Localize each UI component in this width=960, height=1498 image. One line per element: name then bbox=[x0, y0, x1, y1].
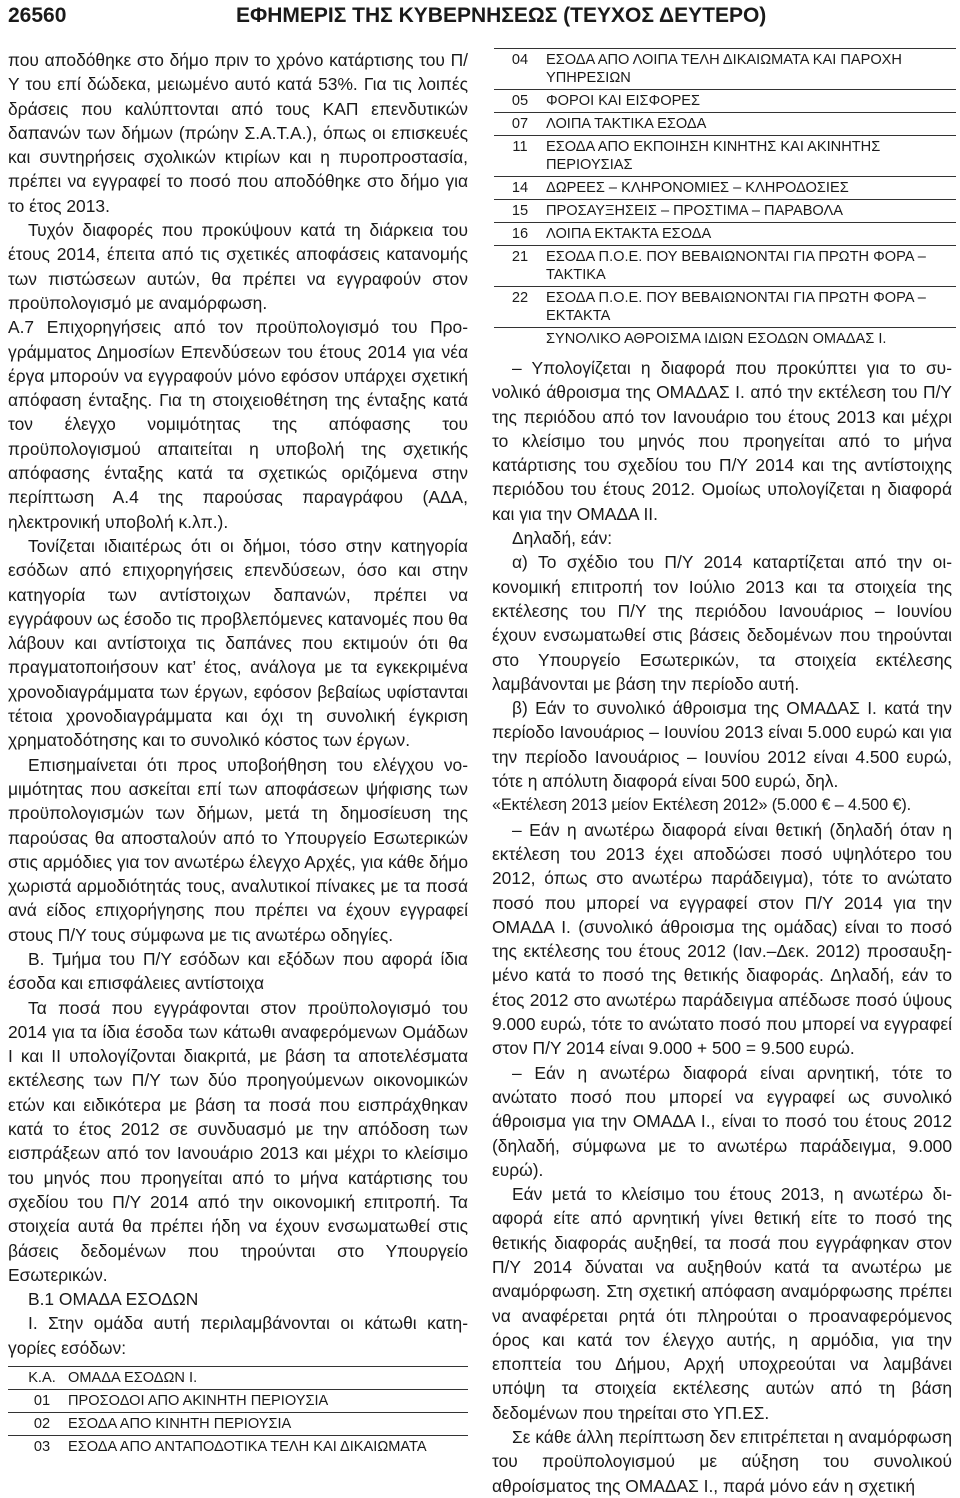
paragraph: β) Εάν το συνολικό άθροισμα της ΟΜΑΔΑΣ Ι. κατά την περίοδο Ιανουάριος – Ιουνίου 2013 είναι 5.000 ευρώ και για την περίοδο Ιανουάριος – Ιουνίου 2012 είναι 4.500 ευρώ, τότε η απόλυτη διαφορά είναι 500 ευρώ, δηλ. bbox=[492, 698, 952, 792]
row-label: ΛΟΙΠΑ ΕΚΤΑΚΤΑ ΕΣΟΔΑ bbox=[546, 223, 956, 246]
table-row bbox=[494, 223, 956, 246]
row-label: ΠΡΟΣΟΔΟΙ ΑΠΟ ΑΚΙΝΗΤΗ ΠΕΡΙΟΥΣΙΑ bbox=[68, 1390, 468, 1413]
paragraph: Εάν μετά το κλείσιμο του έτους 2013, η ανωτέρω διαφορά είτε από αρνητική γίνει θετική είτε το ποσό της θετικής διαφοράς αυξηθεί, τα ποσά που εγγράφηκαν στον Π/Υ 2014 δύναται να αυξηθούν κατά τα ανωτέρω με αναμόρφωση. Στη σχετική απόφαση αναμόρφωσης πρέπει να αναφέρεται ρητά ότι πληρούται ο προαναφερόμενος όρος και κατά τον έλεγχο αυτής, η αρμόδια, για την εποπτεία του Δήμου, Αρχή υποχρεούται να λαμβάνει υπόψη τα στοιχεία εκτέλεσης αυτών από τη βάση δεδομένων που τηρείται στο ΥΠ.ΕΣ. bbox=[492, 1184, 952, 1423]
row-label: ΛΟΙΠΑ ΤΑΚΤΙΚΑ ΕΣΟΔΑ bbox=[546, 113, 956, 136]
paragraph: – Υπολογίζεται η διαφορά που προκύπτει για το συνολικό άθροισμα της ΟΜΑΔΑΣ Ι. από την εκτέλεση του Π/Υ της περιόδου από τον Ιανουάριο του έτους 2013 και μέχρι το κλείσιμο του μηνός που προηγείται από το μήνα κατάρτισης του σχεδίου του Π/Υ 2014 και της αντίστοιχης περιόδου του έτους 2012. Ομοίως υπολογίζεται η διαφορά και για την ΟΜΑΔΑ ΙΙ. bbox=[492, 358, 952, 524]
row-code: 07 bbox=[494, 113, 546, 136]
row-label: ΕΣΟΔΑ ΑΠΟ ΕΚΠΟΙΗΣΗ ΚΙΝΗΤΗΣ ΚΑΙ ΑΚΙΝΗΤΗΣ ΠΕΡΙΟΥΣΙΑΣ bbox=[546, 136, 956, 177]
row-label: ΦΟΡΟΙ ΚΑΙ ΕΙΣΦΟΡΕΣ bbox=[546, 90, 956, 113]
row-label: ΔΩΡΕΕΣ – ΚΛΗΡΟΝΟΜΙΕΣ – ΚΛΗΡΟΔΟΣΙΕΣ bbox=[546, 177, 956, 200]
row-label: ΕΣΟΔΑ Π.Ο.Ε. ΠΟΥ ΒΕΒΑΙΩΝΟΝΤΑΙ ΓΙΑ ΠΡΩΤΗ ΦΟΡΑ – ΕΚΤΑΚΤΑ bbox=[546, 287, 956, 328]
page-header bbox=[0, 0, 960, 32]
row-label: ΕΣΟΔΑ ΑΠΟ ΛΟΙΠΑ ΤΕΛΗ ΔΙΚΑΙΩΜΑΤΑ ΚΑΙ ΠΑΡΟΧΗ ΥΠΗΡΕΣΙΩΝ bbox=[546, 49, 956, 90]
section-heading-b: Β. Τμήμα του Π/Υ εσόδων και εξόδων που αφορά ίδια έσοδα και επισφάλειες αντίστοιχα bbox=[8, 948, 468, 994]
table-row bbox=[494, 177, 956, 200]
gazette-title: ΕΦΗΜΕΡΙΣ ΤΗΣ ΚΥΒΕΡΝΗΣΕΩΣ (ΤΕΥΧΟΣ ΔΕΥΤΕΡΟ) bbox=[236, 4, 767, 27]
table-row bbox=[494, 287, 956, 328]
paragraph: «Εκτέλεση 2013 μείον Εκτέλεση 2012» (5.000 € – 4.500 €). bbox=[492, 796, 912, 815]
paragraph: Δηλαδή, εάν: bbox=[512, 528, 613, 549]
table-row bbox=[494, 200, 956, 223]
row-code: 21 bbox=[494, 246, 546, 287]
table-row bbox=[494, 90, 956, 113]
table-header-row bbox=[8, 1367, 468, 1390]
table-row bbox=[494, 136, 956, 177]
paragraph: α) Το σχέδιο του Π/Υ 2014 καταρτίζεται από την οικονομική επιτροπή τον Ιούλιο 2013 και τα στοιχεία της εκτέλεσης του Π/Υ της περιόδου Ιανουάριος – Ιουνίου έχουν ενσωματωθεί στις βάσεις δεδομένων που τηρούνται στο Υπουργείο Εσωτερικών, τα στοιχεία εκτέλεσης λαμβάνονται με βάση την περίοδο αυτή. bbox=[492, 552, 952, 694]
row-code: 14 bbox=[494, 177, 546, 200]
row-label: ΕΣΟΔΑ ΑΠΟ ΑΝΤΑΠΟΔΟΤΙΚΑ ΤΕΛΗ ΚΑΙ ΔΙΚΑΙΩΜΑΤΑ bbox=[68, 1436, 468, 1459]
paragraph: που αποδόθηκε στο δήμο πριν το χρόνο κατάρτισης του Π/Υ του επί δώδεκα, μειωμένο αυτό κατά 53%. Για τις λοιπές δράσεις που καλύπτονται από τους ΚΑΠ επενδυτικών δαπανών των δήμων (πρώην Σ.Α.Τ.Α.), όπως οι επισκευές και συντηρήσεις σχολικών κτιρίων και η πυροπροστασία, πρέπει να εγγραφεί το ποσό που αποδόθηκε στο δήμο για το έτος 2013. bbox=[8, 50, 468, 216]
row-code: 01 bbox=[8, 1390, 68, 1413]
table-total-row bbox=[494, 328, 956, 351]
table-row bbox=[494, 113, 956, 136]
row-code: 22 bbox=[494, 287, 546, 328]
table-row bbox=[494, 49, 956, 90]
row-label: ΕΣΟΔΑ Π.Ο.Ε. ΠΟΥ ΒΕΒΑΙΩΝΟΝΤΑΙ ΓΙΑ ΠΡΩΤΗ ΦΟΡΑ – ΤΑΚΤΙΚΑ bbox=[546, 246, 956, 287]
table-row bbox=[8, 1390, 468, 1413]
table-header-code: Κ.Α. bbox=[8, 1367, 68, 1390]
paragraph: Τυχόν διαφορές που προκύψουν κατά τη διάρκεια του έτους 2014, έπειτα από τις σχετικές αποφάσεις κατανομής των πιστώσεων αυτών, θα πρέπει να εγγραφούν στον προϋπολογισμό με αναμόρφωση. bbox=[8, 220, 468, 313]
row-code: 03 bbox=[8, 1436, 68, 1459]
table-row bbox=[494, 246, 956, 287]
paragraph: Α.7 Επιχορηγήσεις από τον προϋπολογισμό του Προγράμματος Δημοσίων Επενδύσεων του έτους 2014 για νέα έργα μπορούν να εγγραφούν μόνο εφόσον υπάρχει σχετική απόφαση ένταξης. Για τη στοιχειοθέτηση της ένταξης κατά τον έλεγχο νομιμότητας της απόφασης του προϋπολογισμού απαιτείται η υποβολή της σχετικής απόφασης ένταξης κατά τα σχετικώς οριζόμενα στην περίπτωση Α.4 της παρούσας παραγράφου (ΑΔΑ, ηλεκτρονική υποβολή κ.λπ.). bbox=[8, 317, 468, 532]
table-row bbox=[8, 1413, 468, 1436]
revenue-group-table-part1 bbox=[8, 1366, 468, 1458]
row-code: 16 bbox=[494, 223, 546, 246]
row-label: ΠΡΟΣΑΥΞΗΣΕΙΣ – ΠΡΟΣΤΙΜΑ – ΠΑΡΑΒΟΛΑ bbox=[546, 200, 956, 223]
row-code: 04 bbox=[494, 49, 546, 90]
left-column bbox=[8, 48, 468, 1458]
paragraph: Επισημαίνεται ότι προς υποβοήθηση του ελέγχου νομιμότητας που ασκείται επί των αποφάσεων ψήφισης των προϋπολογισμών των δήμων, μετά τη δημοσίευση της παρούσας θα αποσταλούν από το Υπουργείο Εσωτερικών στις αρμόδιες για τον ανωτέρω έλεγχο Αρχές, για κάθε δήμο χωριστά αρμοδιότητάς τους, αναλυτικοί πίνακες με τα ποσά ανά είδος επιχορήγησης που πρέπει να έχουν εγγραφεί στους Π/Υ τους σύμφωνα με τις ανωτέρω οδηγίες. bbox=[8, 754, 468, 945]
table-header-label: ΟΜΑΔΑ ΕΣΟΔΩΝ Ι. bbox=[68, 1367, 468, 1390]
row-label: ΕΣΟΔΑ ΑΠΟ ΚΙΝΗΤΗ ΠΕΡΙΟΥΣΙΑ bbox=[68, 1413, 468, 1436]
paragraph: Σε κάθε άλλη περίπτωση δεν επιτρέπεται η αναμόρφωση του προϋπολογισμού με αύξηση του συνολικού αθροίσματος της ΟΜΑΔΑΣ Ι., παρά μόνο εάν η σχετική bbox=[492, 1427, 952, 1496]
paragraph: – Εάν η ανωτέρω διαφορά είναι θετική (δηλαδή όταν η εκτέλεση του 2013 έχει αποδώσει ποσό υψηλότερο του 2012, όπως στο ανωτέρω παράδειγμα), τότε το ανώτατο ποσό που μπορεί να εγγραφεί στον Π/Υ 2014 για την ΟΜΑΔΑ Ι. (συνολικό άθροισμα της ομάδας) είναι το ποσό της εκτέλεσης του έτους 2012 (Ιαν.–Δεκ. 2012) προσαυξημένο κατά το ποσό της θετικής διαφοράς. Δηλαδή, εάν το έτος 2012 στο ανωτέρω παράδειγμα απέδωσε ποσό ύψους 9.000 ευρώ, τότε το ανώτατο ποσό που μπορεί να εγγραφεί στον Π/Υ 2014 είναι 9.000 + 500 = 9.500 ευρώ. bbox=[492, 819, 952, 1059]
row-code: 15 bbox=[494, 200, 546, 223]
right-column bbox=[492, 356, 952, 1498]
row-code: 05 bbox=[494, 90, 546, 113]
table-row bbox=[8, 1436, 468, 1459]
paragraph: Τα ποσά που εγγράφονται στον προϋπολογισμό του 2014 για τα ίδια έσοδα των κάτωθι αναφερόμενων Ομάδων Ι και ΙΙ υπολογίζονται διακριτά, με βάση τα αποτελέσματα εκτέλεσης των Π/Υ των δύο προηγούμενων οικονομικών ετών και ειδικότερα με βάση τα ποσά που εισπράχθηκαν κατά το έτος 2012 σε συνδυασμό με την απόδοση των εισπράξεων από τον Ιανουάριο 2013 και μέχρι το κλείσιμο του μηνός που προηγείται από το μήνα κατάρτισης του σχεδίου του Π/Υ 2014 από την οικονομική επιτροπή. Τα στοιχεία αυτά θα πρέπει ήδη να έχουν ενσωματωθεί στις βάσεις δεδομένων που τηρούνται στο Υπουργείο Εσωτερικών. bbox=[8, 997, 468, 1285]
table-total-label: ΣΥΝΟΛΙΚΟ ΑΘΡΟΙΣΜΑ ΙΔΙΩΝ ΕΣΟΔΩΝ ΟΜΑΔΑΣ Ι. bbox=[546, 328, 956, 351]
paragraph: Τονίζεται ιδιαιτέρως ότι οι δήμοι, τόσο στην κατηγορία εσόδων από επιχορηγήσεις επενδύσεων, όσο και στην κατηγορία των αντίστοιχων δαπανών, πρέπει να εγγράφουν ως έσοδο τις προβλεπόμενες κατανομές που θα λάβουν και αντίστοιχα τις δαπάνες που εκτιμούν ότι θα πραγματοποιήσουν κατ’ έτος, ανάλογα με τα εγκεκριμένα χρονοδιαγράμματα των έργων, εφόσον βεβαίως υφίστανται τέτοια χρονοδιαγράμματα και όχι τη συνολική έγκριση χρηματοδότησης και το συνολικό κόστος των έργων. bbox=[8, 535, 468, 751]
section-heading-b1: Β.1 ΟΜΑΔΑ ΕΣΟΔΩΝ bbox=[28, 1289, 199, 1310]
revenue-group-table-part2 bbox=[494, 48, 956, 350]
row-code: 11 bbox=[494, 136, 546, 177]
row-code: 02 bbox=[8, 1413, 68, 1436]
paragraph: Ι. Στην ομάδα αυτή περιλαμβάνονται οι κάτωθι κατηγορίες εσόδων: bbox=[8, 1313, 468, 1358]
page-number: 26560 bbox=[8, 4, 67, 27]
paragraph: – Εάν η ανωτέρω διαφορά είναι αρνητική, τότε το ανώτατο ποσό που μπορεί να εγγραφεί ως συνολικό άθροισμα για την ΟΜΑΔΑ Ι., είναι το ποσό του έτους 2012 (δηλαδή, σύμφωνα με το ανωτέρω παράδειγμα, 9.000 ευρώ). bbox=[492, 1062, 952, 1180]
